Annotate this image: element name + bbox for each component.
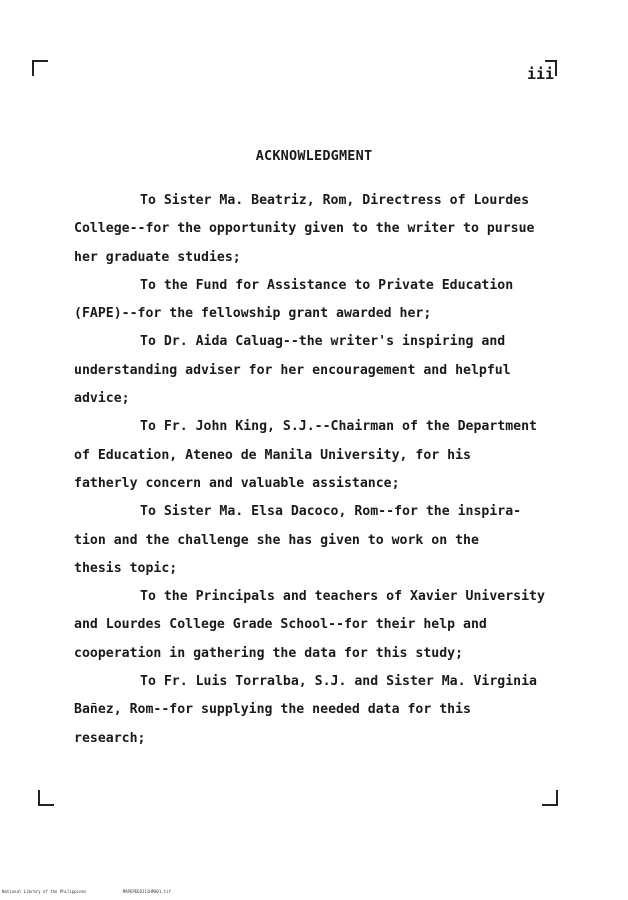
- text-line: advice;: [74, 391, 130, 407]
- text-line: of Education, Ateneo de Manila University, for his: [74, 447, 471, 463]
- text-line: thesis topic;: [74, 560, 178, 576]
- text-line: and Lourdes College Grade School--for their help and: [74, 617, 487, 633]
- scan-footer: [2, 889, 205, 894]
- text-line: cooperation in gathering the data for this study;: [74, 645, 464, 661]
- text-line: Bañez, Rom--for supplying the needed data for this: [74, 702, 471, 718]
- text-line: To Dr. Aida Caluag--the writer's inspiring and: [140, 334, 506, 350]
- page-number: iii: [527, 65, 555, 83]
- footer-file-id: MAPEPEED111HP001.tif: [122, 889, 171, 894]
- footer-source: National Library of the Philippines: [2, 889, 87, 894]
- page-title: ACKNOWLEDGMENT: [255, 148, 373, 164]
- text-line: To Fr. John King, S.J.--Chairman of the Department: [140, 419, 537, 435]
- crop-mark-top-left: [32, 60, 48, 76]
- acknowledgment-body: [74, 187, 574, 753]
- text-line: To the Fund for Assistance to Private Education: [140, 277, 514, 293]
- text-line: College--for the opportunity given to the writer to pursue: [74, 221, 535, 237]
- text-line: To Sister Ma. Elsa Dacoco, Rom--for the inspira-: [140, 504, 522, 520]
- crop-mark-bottom-right: [542, 790, 558, 806]
- text-line: (FAPE)--for the fellowship grant awarded her;: [74, 306, 432, 322]
- text-line: To Sister Ma. Beatriz, Rom, Directress of Lourdes: [140, 193, 530, 208]
- text-line: fatherly concern and valuable assistance;: [74, 475, 400, 491]
- text-line: To the Principals and teachers of Xavier University: [140, 589, 545, 605]
- text-line: understanding adviser for her encouragement and helpful: [74, 362, 511, 378]
- text-line: tion and the challenge she has given to work on the: [74, 532, 479, 548]
- text-line: research;: [74, 730, 146, 746]
- crop-mark-bottom-left: [38, 790, 54, 806]
- text-line: her graduate studies;: [74, 249, 241, 265]
- text-line: To Fr. Luis Torralba, S.J. and Sister Ma. Virginia: [140, 674, 537, 690]
